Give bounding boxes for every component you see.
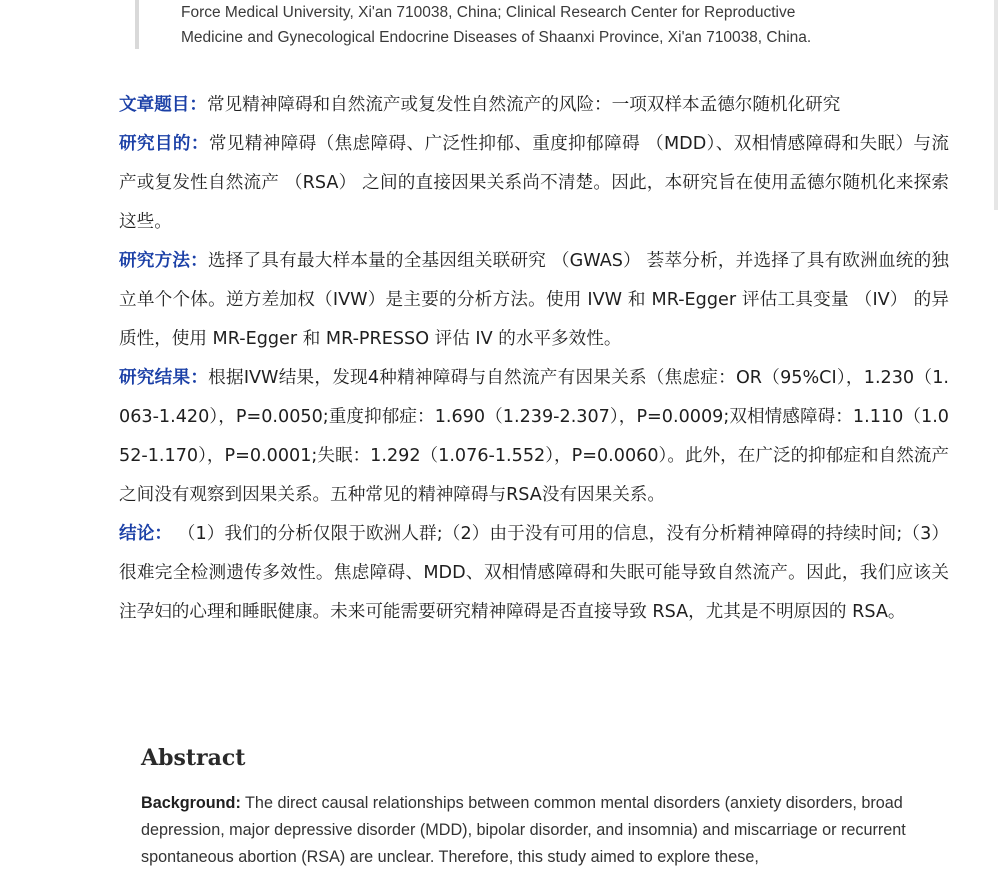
article-title-text: 常见精神障碍和自然流产或复发性自然流产的风险：一项双样本孟德尔随机化研究 — [206, 95, 841, 115]
conclusion-label: 结论： — [119, 524, 173, 544]
chinese-summary — [119, 86, 949, 632]
scrollbar[interactable] — [994, 0, 998, 210]
affiliation-line-1: Force Medical University, Xi'an 710038, China; Clinical Research Center for Reproductive — [181, 4, 796, 21]
english-abstract — [141, 740, 941, 871]
conclusion-text: （1）我们的分析仅限于欧洲人群;（2）由于没有可用的信息，没有分析精神障碍的持续时间;（3）很难完全检测遗传多效性。焦虑障碍、MDD、双相情感障碍和失眠可能导致自然流产。因此，我们应该关注孕妇的心理和睡眠健康。未来可能需要研究精神障碍是否直接导致 RSA，尤其是不明原因的 RSA。 — [119, 524, 949, 622]
background-text: The direct causal relationships between common mental disorders (anxiety disorders, broad depression, major depressive disorder (MDD), bipolar disorder, and insomnia) and miscarriage or recurrent spontaneous abortion (RSA) are unclear. Therefore, this study aimed to explore these, — [141, 794, 906, 866]
result-label: 研究结果： — [119, 368, 209, 388]
method-paragraph — [119, 242, 949, 359]
background-paragraph — [141, 790, 941, 871]
affiliation-quote — [135, 0, 895, 49]
method-text: 选择了具有最大样本量的全基因组关联研究 （GWAS） 荟萃分析，并选择了具有欧洲血统的独立单个个体。逆方差加权（IVW）是主要的分析方法。使用 IVW 和 MR-Egger 评估工具变量 （IV） 的异质性，使用 MR-Egger 和 MR-PRESSO 评估 IV 的水平多效性。 — [119, 251, 949, 349]
purpose-paragraph — [119, 125, 949, 242]
result-text: 根据IVW结果，发现4种精神障碍与自然流产有因果关系（焦虑症：OR（95%CI），1.230（1.063-1.420），P=0.0050;重度抑郁症：1.690（1.239-2.307），P=0.0009;双相情感障碍：1.110（1.052-1.170），P=0.0001;失眠：1.292（1.076-1.552），P=0.0060）。此外，在广泛的抑郁症和自然流产之间没有观察到因果关系。五种常见的精神障碍与RSA没有因果关系。 — [119, 368, 949, 505]
purpose-label: 研究目的： — [119, 134, 209, 154]
background-label: Background: — [141, 794, 241, 812]
conclusion-paragraph — [119, 515, 949, 632]
purpose-text: 常见精神障碍（焦虑障碍、广泛性抑郁、重度抑郁障碍 （MDD）、双相情感障碍和失眠）与流产或复发性自然流产 （RSA） 之间的直接因果关系尚不清楚。因此，本研究旨在使用孟德尔随机化来探索这些。 — [119, 134, 949, 232]
article-title-label: 文章题目： — [119, 95, 207, 115]
result-paragraph — [119, 359, 949, 515]
method-label: 研究方法： — [119, 251, 208, 271]
article-title-paragraph — [119, 86, 949, 125]
affiliation-line-2: Medicine and Gynecological Endocrine Diseases of Shaanxi Province, Xi'an 710038, China. — [181, 29, 812, 46]
abstract-heading: Abstract — [141, 745, 246, 771]
